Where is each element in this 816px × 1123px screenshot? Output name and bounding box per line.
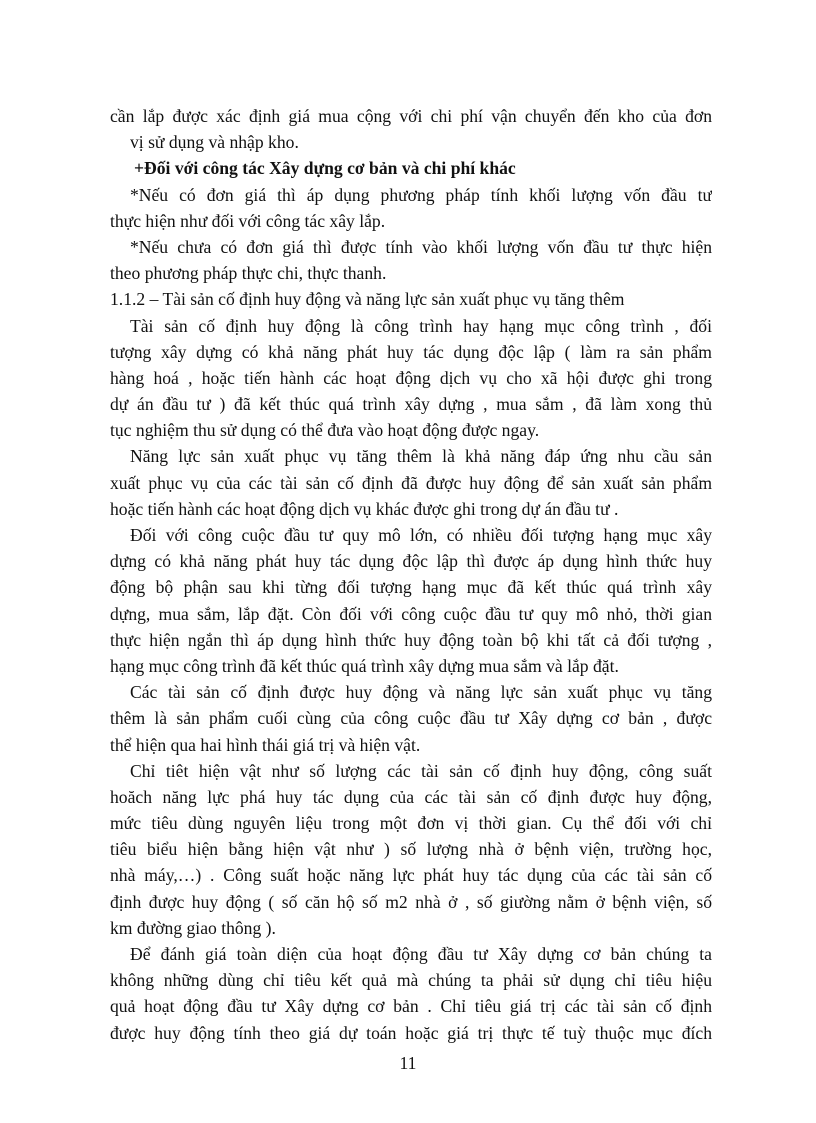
text-line: Năng lực sản xuất phục vụ tăng thêm là khả năng đáp ứng nhu cầu sản bbox=[130, 446, 712, 467]
text-line: km đường giao thông ). bbox=[110, 917, 276, 938]
paragraph bbox=[110, 679, 712, 758]
text-line: động bộ phận sau khi từng đối tượng hạng mục đã kết thúc quá trình xây bbox=[110, 577, 712, 598]
text-line: hạng mục công trình đã kết thúc quá trình xây dựng mua sắm và lắp đặt. bbox=[110, 655, 619, 676]
text-line: thể hiện qua hai hình thái giá trị và hiện vật. bbox=[110, 734, 421, 755]
text-line: mức tiêu dùng nguyên liệu trong một đơn vị thời gian. Cụ thể đối với chỉ bbox=[110, 813, 712, 834]
paragraph bbox=[110, 758, 712, 941]
text-line: vị sử dụng và nhập kho. bbox=[130, 132, 299, 153]
text-line: hoăch năng lực phá huy tác dụng của các tài sản cố định được huy động, bbox=[110, 786, 712, 807]
paragraph bbox=[110, 941, 712, 1046]
paragraph bbox=[110, 182, 712, 234]
body-text bbox=[110, 103, 712, 1046]
paragraph bbox=[110, 103, 712, 155]
text-line: hoặc tiến hành các hoạt động dịch vụ khác được ghi trong dự án đầu tư . bbox=[110, 498, 619, 519]
text-line: quả hoạt động đầu tư Xây dựng cơ bản . Chỉ tiêu giá trị các tài sản cố định bbox=[110, 996, 712, 1017]
text-line: dựng có khả năng phát huy tác dụng độc lập thì được áp dụng hình thức huy bbox=[110, 551, 712, 572]
text-line: hàng hoá , hoặc tiến hành các hoạt động dịch vụ cho xã hội được ghi trong bbox=[110, 367, 712, 388]
paragraph bbox=[110, 443, 712, 522]
text-line: thêm là sản phẩm cuối cùng của công cuộc đầu tư Xây dựng cơ bản , được bbox=[110, 708, 712, 729]
text-line: Tài sản cố định huy động là công trình hay hạng mục công trình , đối bbox=[130, 315, 712, 336]
text-line: Để đánh giá toàn diện của hoạt động đầu tư Xây dựng cơ bản chúng ta bbox=[130, 944, 712, 964]
text-line: cần lắp được xác định giá mua cộng với chi phí vận chuyển đến kho của đơn bbox=[110, 106, 712, 126]
section-heading bbox=[110, 155, 712, 181]
paragraph bbox=[110, 313, 712, 444]
text-line: Đối với công cuộc đầu tư quy mô lớn, có nhiều đối tượng hạng mục xây bbox=[130, 525, 712, 545]
text-line: được huy động tính theo giá dự toán hoặc giá trị thực tế tuỳ thuộc mục đích bbox=[110, 1022, 712, 1043]
text-line: không những dùng chỉ tiêu kết quả mà chúng ta phải sử dụng chỉ tiêu hiệu bbox=[110, 970, 712, 991]
section-title-text: 1.1.2 – Tài sản cố định huy động và năng lực sản xuất phục vụ tăng thêm bbox=[110, 289, 625, 310]
paragraph bbox=[110, 522, 712, 679]
page-number: 11 bbox=[399, 1053, 417, 1073]
text-line: thực hiện ngắn thì áp dụng hình thức huy động toàn bộ khi tất cả đối tượng , bbox=[110, 629, 712, 650]
text-line: tiêu biểu hiện bằng hiện vật như ) số lượng nhà ở bệnh viện, trường học, bbox=[110, 839, 712, 860]
text-line: Các tài sản cố định được huy động và năng lực sản xuất phục vụ tăng bbox=[130, 682, 712, 703]
text-line: dựng, mua sắm, lắp đặt. Còn đối với công cuộc đầu tư quy mô nhỏ, thời gian bbox=[110, 603, 712, 624]
text-line: thực hiện như đối với công tác xây lắp. bbox=[110, 210, 386, 231]
section-title bbox=[110, 286, 712, 312]
text-line: theo phương pháp thực chi, thực thanh. bbox=[110, 263, 387, 284]
text-line: *Nếu có đơn giá thì áp dụng phương pháp tính khối lượng vốn đầu tư bbox=[130, 184, 712, 205]
text-line: *Nếu chưa có đơn giá thì được tính vào khối lượng vốn đầu tư thực hiện bbox=[130, 236, 712, 257]
text-line: dự án đầu tư ) đã kết thúc quá trình xây dựng , mua sắm , đã làm xong thủ bbox=[110, 394, 712, 415]
text-line: định được huy động ( số căn hộ số m2 nhà ở , số giường nằm ở bệnh viện, số bbox=[110, 891, 712, 912]
heading-text: +Đối với công tác Xây dựng cơ bản và chi phí khác bbox=[134, 158, 516, 179]
text-line: Chỉ tiêt hiện vật như số lượng các tài sản cố định huy động, công suất bbox=[130, 760, 712, 781]
text-line: tục nghiệm thu sử dụng có thể đưa vào hoạt động được ngay. bbox=[110, 420, 540, 441]
text-line: nhà máy,…) . Công suất hoặc năng lực phát huy tác dụng của các tài sản cố bbox=[110, 865, 712, 886]
text-line: tượng xây dựng có khả năng phát huy tác dụng độc lập ( làm ra sản phẩm bbox=[110, 341, 712, 362]
text-line: xuất phục vụ của các tài sản cố định đã được huy động để sản xuất sản phẩm bbox=[110, 472, 712, 493]
paragraph bbox=[110, 234, 712, 286]
